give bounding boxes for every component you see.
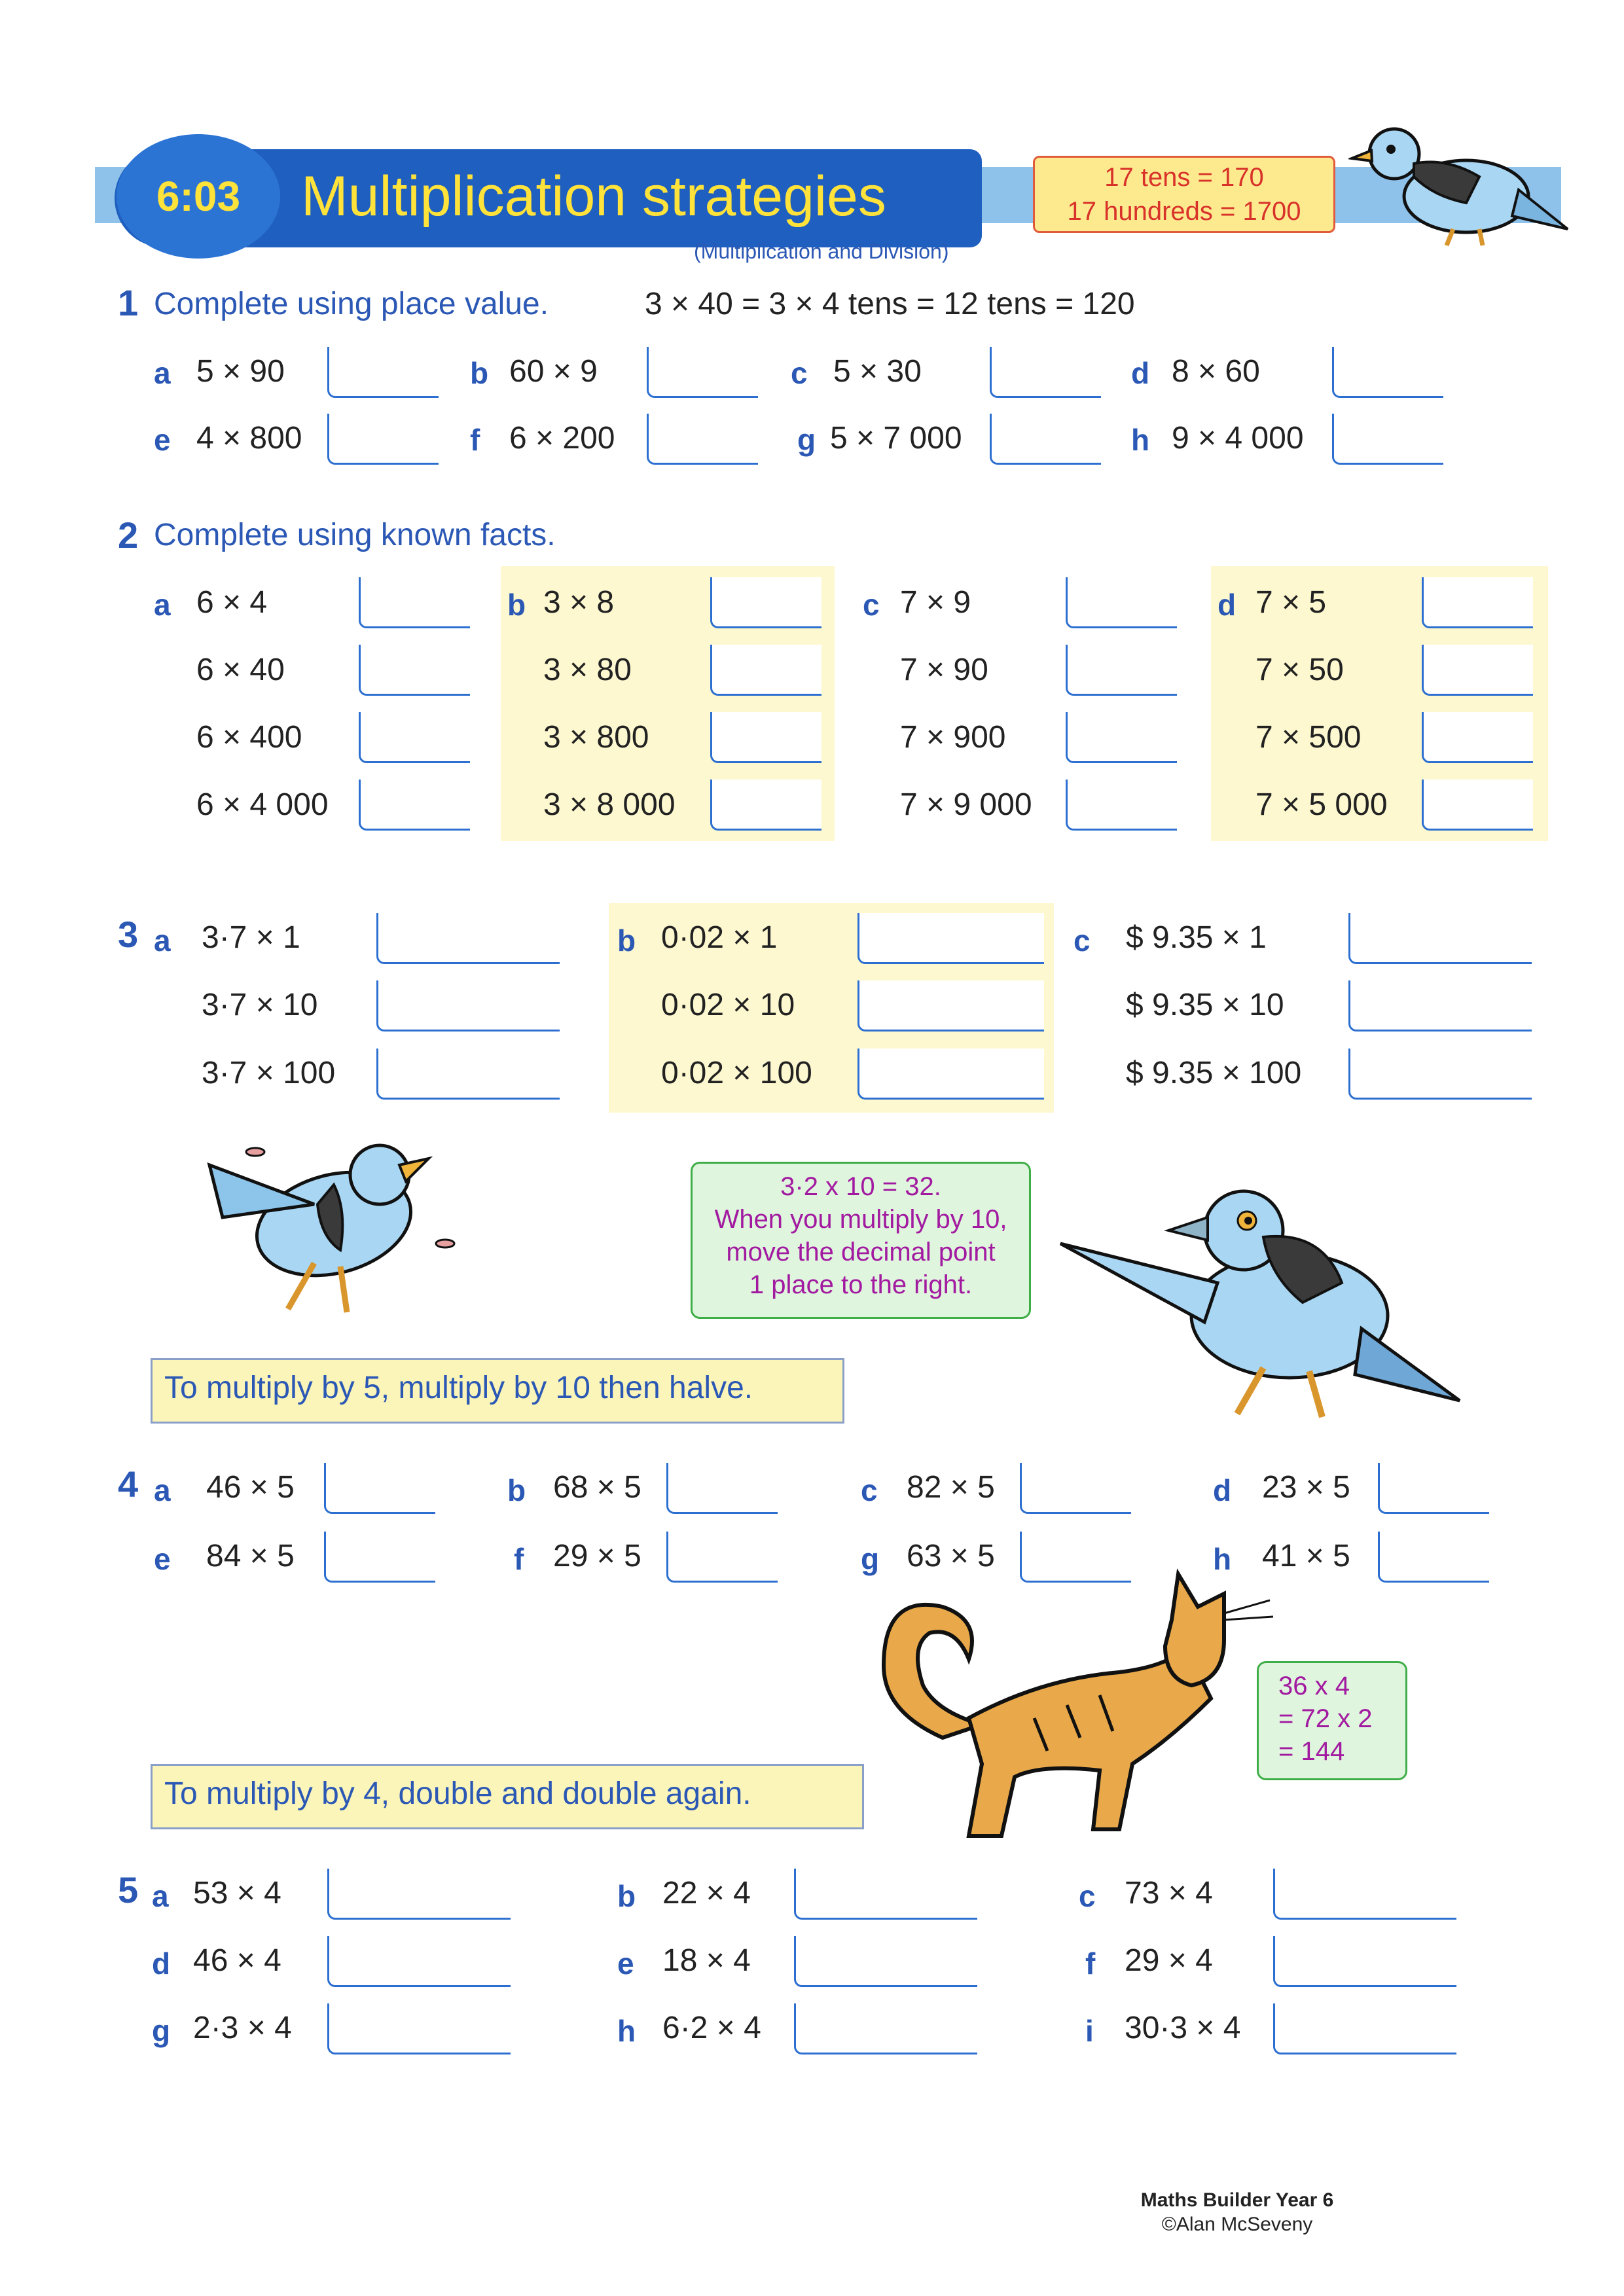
q4b-answer-box[interactable] (666, 1463, 778, 1514)
q2c-answer-box-4[interactable] (1066, 780, 1177, 831)
q2c-answer-box-1[interactable] (1066, 577, 1177, 628)
q4f-expression: 29 × 5 (553, 1539, 641, 1573)
question-2-instruction: Complete using known facts. (154, 518, 556, 552)
q1b-letter: b (470, 356, 489, 390)
q1e-answer-box[interactable] (327, 414, 439, 465)
q5g-expression: 2·3 × 4 (193, 2011, 292, 2045)
multiply-by-4-note: To multiply by 4, double and double again. (151, 1764, 864, 1829)
multiply-by-5-note: To multiply by 5, multiply by 10 then halve. (151, 1358, 844, 1424)
q3c-answer-box-2[interactable] (1348, 980, 1532, 1031)
q3c-answer-box-1[interactable] (1348, 913, 1532, 964)
q4e-expression: 84 × 5 (206, 1539, 295, 1573)
q2b-letter: b (507, 588, 526, 622)
q1h-letter: h (1131, 423, 1150, 457)
q1e-expression: 4 × 800 (196, 421, 302, 456)
q2b-expression-1: 3 × 8 (543, 585, 615, 620)
q3c-letter: c (1074, 924, 1091, 958)
q2b-expression-3: 3 × 800 (543, 720, 649, 755)
q5a-expression: 53 × 4 (193, 1876, 281, 1910)
q4c-letter: c (861, 1473, 878, 1507)
q1d-answer-box[interactable] (1332, 347, 1443, 398)
q3a-answer-box-3[interactable] (376, 1049, 560, 1100)
q2b-answer-box-1[interactable] (710, 577, 821, 628)
question-2-number: 2 (118, 514, 139, 556)
q2b-expression-4: 3 × 8 000 (543, 787, 676, 822)
footer-book-title: Maths Builder Year 6 (1140, 2189, 1334, 2211)
q5c-answer-box[interactable] (1273, 1869, 1456, 1920)
q1g-letter: g (797, 423, 816, 457)
q1g-expression: 5 × 7 000 (830, 421, 962, 456)
q5i-expression: 30·3 × 4 (1125, 2011, 1241, 2045)
q3b-answer-box-2[interactable] (857, 980, 1044, 1031)
q1h-expression: 9 × 4 000 (1172, 421, 1304, 456)
q4d-letter: d (1213, 1473, 1232, 1507)
q2a-expression-4: 6 × 4 000 (196, 787, 329, 822)
squawking-bird-icon (183, 1126, 484, 1322)
q3a-answer-box-2[interactable] (376, 980, 560, 1031)
q3b-expression-3: 0·02 × 100 (661, 1056, 812, 1090)
q3b-expression-2: 0·02 × 10 (661, 988, 795, 1022)
q1e-letter: e (154, 423, 171, 457)
q5d-expression: 46 × 4 (193, 1943, 281, 1978)
q4e-answer-box[interactable] (324, 1532, 435, 1583)
q5a-letter: a (152, 1879, 169, 1913)
section-number: 6:03 (156, 173, 241, 220)
q5b-answer-box[interactable] (794, 1869, 977, 1920)
q1f-answer-box[interactable] (647, 414, 758, 465)
tip-line-1: 17 tens = 170 (1104, 163, 1264, 192)
q5d-letter: d (152, 1946, 171, 1981)
q2a-letter: a (154, 588, 171, 622)
bird-speech-line-3: move the decimal point (726, 1238, 996, 1266)
q5h-letter: h (617, 2014, 636, 2048)
q3b-expression-1: 0·02 × 1 (661, 920, 778, 955)
q2d-answer-box-4[interactable] (1422, 780, 1533, 831)
q4c-answer-box[interactable] (1020, 1463, 1131, 1514)
q1d-expression: 8 × 60 (1172, 354, 1260, 389)
question-1-instruction: Complete using place value. (154, 287, 549, 321)
q5h-expression: 6·2 × 4 (662, 2011, 761, 2045)
q1a-letter: a (154, 356, 171, 390)
q1g-answer-box[interactable] (990, 414, 1101, 465)
q4h-expression: 41 × 5 (1262, 1539, 1350, 1573)
bird-speech-line-1: 3·2 x 10 = 32. (780, 1172, 941, 1201)
q1a-expression: 5 × 90 (196, 354, 285, 389)
q4b-expression: 68 × 5 (553, 1470, 641, 1505)
q4g-expression: 63 × 5 (907, 1539, 995, 1573)
q1f-expression: 6 × 200 (509, 421, 615, 456)
q5g-answer-box[interactable] (327, 2003, 511, 2054)
q2b-answer-box-3[interactable] (710, 712, 821, 763)
q5f-letter: f (1085, 1946, 1096, 1981)
q1b-answer-box[interactable] (647, 347, 758, 398)
q2c-expression-2: 7 × 90 (900, 653, 988, 687)
q4d-answer-box[interactable] (1378, 1463, 1489, 1514)
q2a-expression-1: 6 × 4 (196, 585, 268, 620)
q2b-answer-box-4[interactable] (710, 780, 821, 831)
pointing-bird-icon (1047, 1165, 1466, 1427)
q3b-answer-box-1[interactable] (857, 913, 1044, 964)
q3a-expression-1: 3·7 × 1 (202, 920, 300, 955)
footer-copyright: ©Alan McSeveny (1161, 2214, 1313, 2235)
q3c-expression-3: $ 9.35 × 100 (1126, 1056, 1302, 1090)
q2c-answer-box-3[interactable] (1066, 712, 1177, 763)
q5e-answer-box[interactable] (794, 1936, 977, 1987)
q2a-answer-box-1[interactable] (359, 577, 470, 628)
page-subtitle: (Multiplication and Division) (694, 240, 949, 263)
q2a-answer-box-3[interactable] (359, 712, 470, 763)
question-5-number: 5 (118, 1869, 139, 1910)
q5e-expression: 18 × 4 (662, 1943, 751, 1978)
q3a-answer-box-1[interactable] (376, 913, 560, 964)
q5f-answer-box[interactable] (1273, 1936, 1456, 1987)
bird-icon (1348, 118, 1571, 249)
q2c-expression-3: 7 × 900 (900, 720, 1006, 755)
bird-speech-line-4: 1 place to the right. (749, 1270, 973, 1299)
q1c-answer-box[interactable] (990, 347, 1101, 398)
q2c-expression-1: 7 × 9 (900, 585, 971, 620)
q5f-expression: 29 × 4 (1125, 1943, 1213, 1978)
q2a-answer-box-2[interactable] (359, 645, 470, 696)
q2a-answer-box-4[interactable] (359, 780, 470, 831)
q5i-answer-box[interactable] (1273, 2003, 1456, 2054)
q4b-letter: b (507, 1473, 526, 1507)
q1a-answer-box[interactable] (327, 347, 439, 398)
q3b-letter: b (617, 924, 636, 958)
q3a-letter: a (154, 924, 171, 958)
q4f-letter: f (514, 1542, 524, 1576)
q4h-answer-box[interactable] (1378, 1532, 1489, 1583)
q3a-expression-3: 3·7 × 100 (202, 1056, 336, 1090)
q4d-expression: 23 × 5 (1262, 1470, 1350, 1505)
q4g-letter: g (861, 1542, 880, 1576)
q1h-answer-box[interactable] (1332, 414, 1443, 465)
bird-speech-bubble (691, 1162, 1031, 1319)
q1f-letter: f (470, 423, 480, 457)
q5g-letter: g (152, 2014, 171, 2048)
question-1-number: 1 (118, 282, 139, 323)
q1c-expression: 5 × 30 (833, 354, 922, 389)
q4f-answer-box[interactable] (666, 1532, 778, 1583)
q2d-expression-1: 7 × 5 (1255, 585, 1327, 620)
q2d-answer-box-1[interactable] (1422, 577, 1533, 628)
question-4-number: 4 (118, 1463, 139, 1505)
q2c-answer-box-2[interactable] (1066, 645, 1177, 696)
page-title: Multiplication strategies (301, 165, 886, 228)
tip-line-2: 17 hundreds = 1700 (1067, 197, 1301, 226)
q2a-expression-3: 6 × 400 (196, 720, 302, 755)
cat-speech-line-1: 36 x 4 (1278, 1672, 1350, 1700)
q1c-letter: c (791, 356, 808, 390)
cat-icon (871, 1568, 1276, 1842)
q1d-letter: d (1131, 356, 1150, 390)
q1b-expression: 60 × 9 (509, 354, 598, 389)
q2d-answer-box-2[interactable] (1422, 645, 1533, 696)
q5b-expression: 22 × 4 (662, 1876, 751, 1910)
cat-speech-line-2: = 72 x 2 (1278, 1704, 1373, 1733)
question-3-number: 3 (118, 914, 139, 955)
cat-speech-bubble (1257, 1661, 1407, 1780)
q2b-expression-2: 3 × 80 (543, 653, 632, 687)
q2c-letter: c (863, 588, 880, 622)
tip-box (1033, 156, 1335, 233)
q5c-letter: c (1079, 1879, 1096, 1913)
bird-speech-line-2: When you multiply by 10, (714, 1205, 1007, 1234)
q5c-expression: 73 × 4 (1125, 1876, 1213, 1910)
q3c-expression-1: $ 9.35 × 1 (1126, 920, 1267, 955)
q2d-expression-3: 7 × 500 (1255, 720, 1362, 755)
q2c-expression-4: 7 × 9 000 (900, 787, 1032, 822)
q2b-answer-box-2[interactable] (710, 645, 821, 696)
question-1-example: 3 × 40 = 3 × 4 tens = 12 tens = 120 (645, 287, 1135, 321)
q5a-answer-box[interactable] (327, 1869, 511, 1920)
q2d-answer-box-3[interactable] (1422, 712, 1533, 763)
q2d-expression-4: 7 × 5 000 (1255, 787, 1388, 822)
q3c-answer-box-3[interactable] (1348, 1049, 1532, 1100)
cat-speech-line-3: = 144 (1278, 1737, 1345, 1766)
q3b-answer-box-3[interactable] (857, 1049, 1044, 1100)
q4h-letter: h (1213, 1542, 1232, 1576)
q2d-expression-2: 7 × 50 (1255, 653, 1344, 687)
q4a-expression: 46 × 5 (206, 1470, 295, 1505)
q3a-expression-2: 3·7 × 10 (202, 988, 318, 1022)
q5d-answer-box[interactable] (327, 1936, 511, 1987)
q3c-expression-2: $ 9.35 × 10 (1126, 988, 1284, 1022)
q4a-letter: a (154, 1473, 171, 1507)
q5i-letter: i (1085, 2014, 1094, 2048)
q5h-answer-box[interactable] (794, 2003, 977, 2054)
q4c-expression: 82 × 5 (907, 1470, 995, 1505)
q4a-answer-box[interactable] (324, 1463, 435, 1514)
q2a-expression-2: 6 × 40 (196, 653, 285, 687)
q4e-letter: e (154, 1542, 171, 1576)
q5b-letter: b (617, 1879, 636, 1913)
q2d-letter: d (1218, 588, 1236, 622)
q5e-letter: e (617, 1946, 634, 1981)
